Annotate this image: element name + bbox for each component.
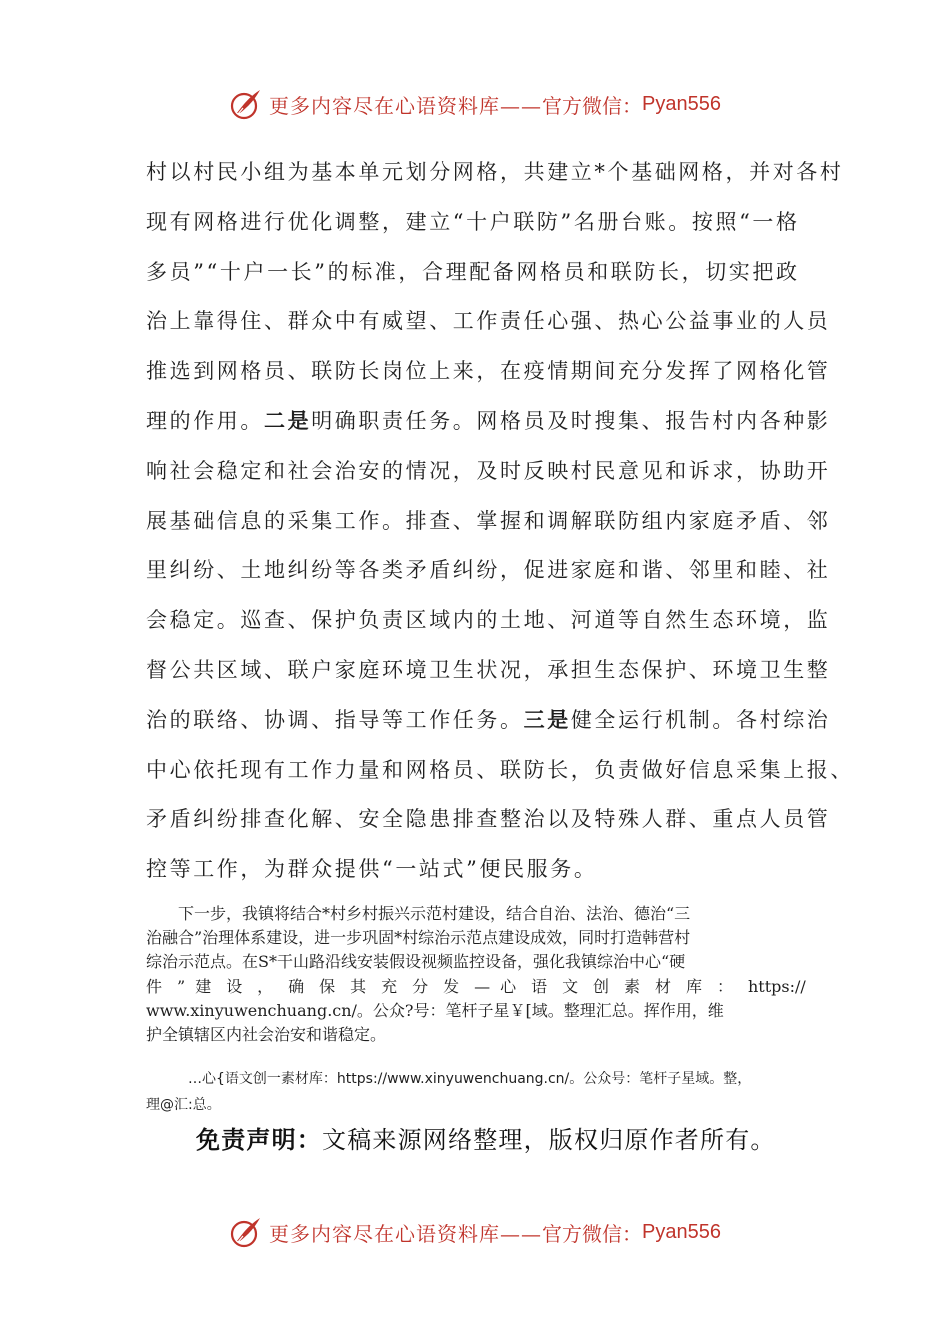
spread-char: 心 — [500, 976, 522, 996]
main-paragraph — [146, 148, 854, 895]
spread-char: — — [474, 976, 491, 996]
spread-char: 充 — [381, 976, 403, 996]
main-line: 推选到网格员、联防长岗位上来，在疫情期间充分发挥了网格化管 — [146, 359, 831, 384]
main-line — [146, 397, 831, 447]
spread-char: 材 — [655, 976, 676, 996]
quill-pen-logo-icon — [229, 1215, 263, 1249]
header-banner — [0, 82, 950, 126]
main-line: 响社会稳定和社会治安的情况，及时反映村民意见和诉求，协助开 — [146, 458, 831, 483]
spread-char: 设 — [226, 976, 248, 996]
disclaimer-text: 文稿来源网络整理，版权归原作者所有。 — [322, 1126, 776, 1154]
source-line: 理@汇:总。 — [146, 1097, 221, 1113]
spread-char: 文 — [562, 976, 584, 996]
next-line: 下一步，我镇将结合*村乡村振兴示范村建设，结合自治、法治、德治“三 — [146, 904, 691, 923]
next-step-paragraph — [146, 902, 806, 1047]
spread-char: https:// — [747, 976, 806, 996]
main-line: 治上靠得住、群众中有威望、工作责任心强、热心公益事业的人员 — [146, 309, 831, 334]
spread-char: 保 — [319, 976, 341, 996]
banner-wechat-id: Pyan556 — [642, 92, 721, 115]
next-line: 护全镇辖区内社会治安和谐稳定。 — [146, 1025, 387, 1045]
source-note — [146, 1066, 810, 1118]
spread-char: 发 — [443, 976, 465, 996]
bold-marker-three: 三是 — [523, 707, 571, 732]
next-line: www.xinyuwenchuang.cn/。公众?号：笔杆子星￥[域。整理汇总。挥作用，维 — [146, 1000, 724, 1020]
spread-char: 语 — [531, 976, 553, 996]
banner-wechat-label: 官方微信： — [542, 93, 643, 118]
main-line: 矛盾纠纷排查化解、安全隐患排查整治以及特殊人群、重点人员管 — [146, 807, 831, 832]
main-line: 村以村民小组为基本单元划分网格，共建立*个基础网格，并对各村 — [146, 160, 844, 184]
main-text: 理的作用。 — [146, 408, 264, 433]
main-line: 现有网格进行优化调整，建立“十户联防”名册台账。按照“一格 — [146, 209, 800, 234]
main-line: 多员”“十户一长”的标准，合理配备网格员和联防长，切实把政 — [146, 259, 800, 284]
main-line: 展基础信息的采集工作。排查、掌握和调解联防组内家庭矛盾、邻 — [146, 508, 831, 533]
main-text: 明确职责任务。网格员及时搜集、报告村内各种影 — [311, 408, 831, 433]
quill-pen-logo-icon — [229, 87, 263, 121]
main-line: 控等工作，为群众提供“一站式”便民服务。 — [146, 857, 598, 882]
disclaimer-label: 免责声明： — [196, 1126, 322, 1154]
banner-wechat-id: Pyan556 — [642, 1220, 721, 1243]
main-text: 健全运行机制。各村综治 — [570, 707, 831, 732]
banner-text: 更多内容尽在心语资料库—— — [269, 93, 543, 118]
spread-char: 确 — [288, 976, 310, 996]
spread-char: 库 — [686, 976, 707, 996]
disclaimer — [196, 1120, 776, 1160]
spread-char: 素 — [624, 976, 645, 996]
main-line — [146, 696, 831, 746]
main-line: 里纠纷、土地纠纷等各类矛盾纠纷，促进家庭和谐、邻里和睦、社 — [146, 558, 831, 583]
spread-char: 分 — [412, 976, 434, 996]
banner-wechat-label: 官方微信： — [542, 1221, 643, 1246]
footer-banner — [0, 1210, 950, 1254]
spread-char: 建 — [195, 976, 217, 996]
banner-text: 更多内容尽在心语资料库—— — [269, 1221, 543, 1246]
spread-char: ， — [257, 976, 279, 996]
main-text: 治的联络、协调、指导等工作任务。 — [146, 707, 524, 732]
main-line: 会稳定。巡查、保护负责区域内的土地、河道等自然生态环境，监 — [146, 608, 831, 633]
spread-char: 其 — [350, 976, 372, 996]
next-line: 综治示范点。在S*干山路沿线安装假设视频监控设备，强化我镇综治中心“硬 — [146, 952, 686, 972]
spread-char: ” — [176, 976, 186, 996]
spread-line — [146, 975, 806, 999]
spread-char: ： — [716, 976, 738, 996]
spread-char: 创 — [593, 976, 614, 996]
main-line: 中心依托现有工作力量和网格员、联防长，负责做好信息采集上报、 — [146, 757, 854, 782]
source-line: …心{语文创一素材库：https://www.xinyuwenchuang.cn/。公众号：笔杆子星域。整， — [146, 1071, 752, 1087]
next-line: 治融合”治理体系建设，进一步巩固*村综治示范点建设成效，同时打造韩营村 — [146, 928, 691, 948]
main-line: 督公共区域、联户家庭环境卫生状况，承担生态保护、环境卫生整 — [146, 657, 831, 682]
bold-marker-two: 二是 — [264, 408, 312, 433]
spread-char: 件 — [146, 976, 167, 996]
